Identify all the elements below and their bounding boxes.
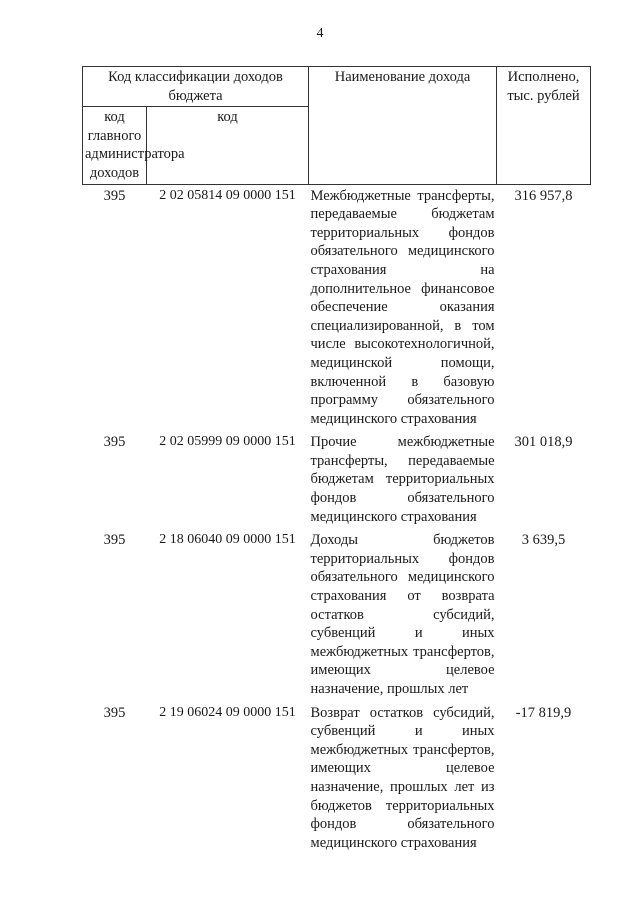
table-row	[83, 184, 591, 431]
classification-code-cell: 2 02 05814 09 0000 151	[159, 187, 296, 203]
executed-amount-cell: 301 018,9	[514, 434, 573, 451]
executed-amount-header: Исполнено, тыс. рублей	[497, 67, 591, 185]
table-body	[83, 184, 591, 855]
table-header	[83, 67, 591, 185]
executed-amount-cell: 316 957,8	[514, 187, 573, 204]
revenue-name-cell: Межбюджетные трансферты, передаваемые бюджетам территориальных фондов обязательного медицинского страхования на дополнительное финансовое обеспечение оказания специализированной, в том числе высокотехнологичной, медицинской помощи, включенной в базовую программу обязательного медицинского страхования	[310, 187, 495, 427]
code-header: код	[147, 107, 309, 184]
admin-code-cell: 395	[103, 704, 126, 721]
classification-code-cell: 2 19 06024 09 0000 151	[159, 704, 296, 720]
admin-code-cell: 395	[103, 187, 126, 204]
admin-code-cell: 395	[103, 532, 126, 549]
revenue-name-cell: Доходы бюджетов территориальных фондов обязательного медицинского страхования от возврата остатков субсидий, субвенций и иных межбюджетных трансфертов, имеющих целевое назначение, прошлых лет	[310, 532, 495, 697]
table-row	[83, 431, 591, 529]
revenue-name-header: Наименование дохода	[309, 67, 497, 185]
classification-code-cell: 2 02 05999 09 0000 151	[159, 434, 296, 450]
table-row	[83, 529, 591, 701]
revenue-name-cell: Возврат остатков субсидий, субвенций и иных межбюджетных трансфертов, имеющих целевое назначение, прошлых лет из бюджетов территориальных фондов обязательного медицинского страхования	[310, 704, 495, 851]
admin-code-header: код главного администратора доходов	[83, 107, 147, 184]
executed-amount-cell: -17 819,9	[515, 704, 572, 721]
revenue-table	[82, 66, 591, 855]
classification-code-cell: 2 18 06040 09 0000 151	[159, 532, 296, 548]
executed-amount-cell: 3 639,5	[521, 532, 566, 549]
classification-code-header: Код классификации доходов бюджета	[83, 67, 309, 107]
table-row	[83, 702, 591, 856]
revenue-name-cell: Прочие межбюджетные трансферты, передаваемые бюджетам территориальных фондов обязательного медицинского страхования	[310, 434, 495, 525]
page-number: 4	[316, 26, 324, 41]
admin-code-cell: 395	[103, 434, 126, 451]
